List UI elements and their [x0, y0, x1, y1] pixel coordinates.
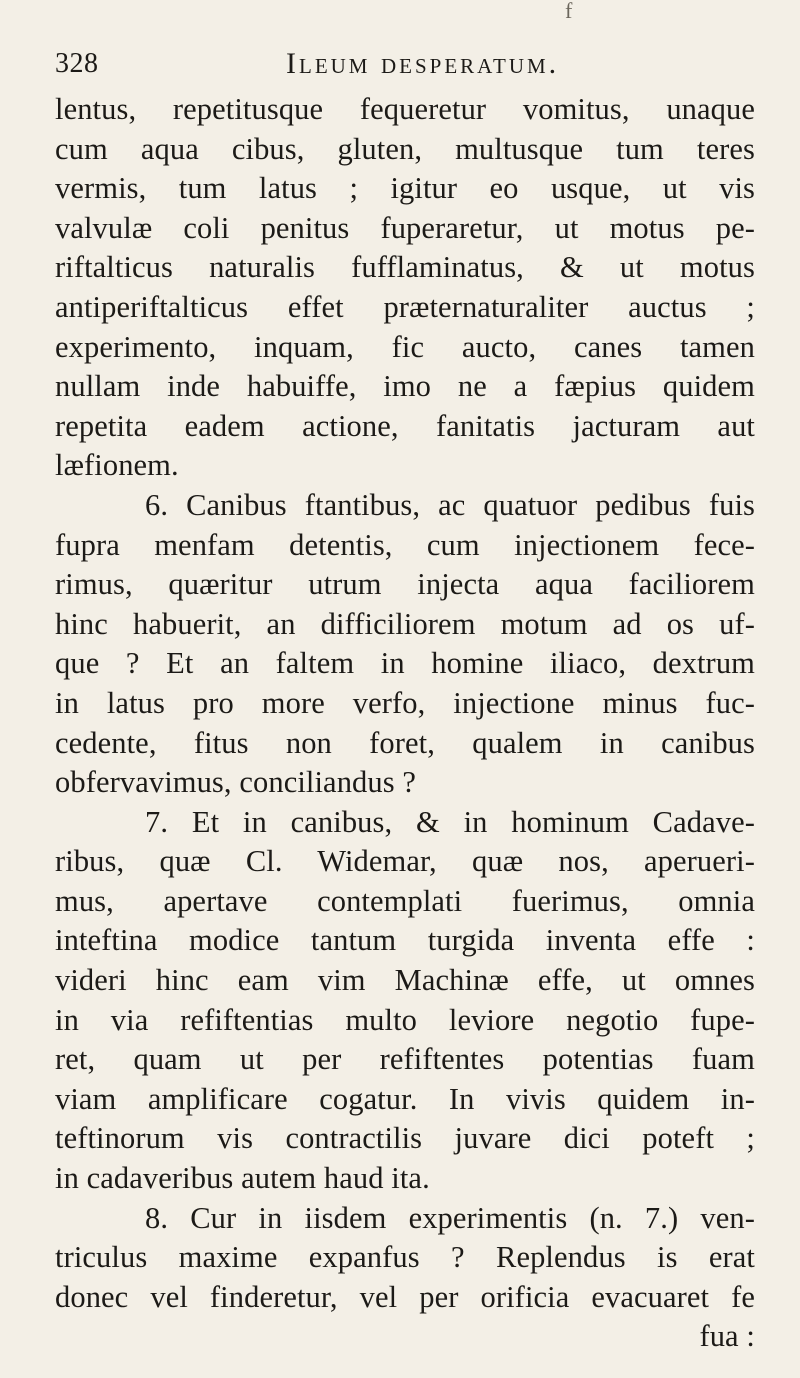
- catchword: fua :: [699, 1319, 755, 1354]
- text-line: que ? Et an faltem in homine iliaco, dextrum: [55, 646, 755, 681]
- text-line: læfionem.: [55, 448, 179, 483]
- text-line: in cadaveribus autem haud ita.: [55, 1161, 430, 1196]
- text-line: rimus, quæritur utrum injecta aqua faciliorem: [55, 567, 755, 602]
- text-line: riftalticus naturalis fufflaminatus, & ut motus: [55, 250, 755, 285]
- text-line: lentus, repetitusque fequeretur vomitus, unaque: [55, 92, 755, 126]
- text-line: repetita eadem actione, fanitatis jacturam aut: [55, 408, 755, 443]
- text-line: fupra menfam detentis, cum injectionem fece-: [55, 527, 755, 562]
- text-line: cum aqua cibus, gluten, multusque tum teres: [55, 131, 755, 166]
- text-line: vermis, tum latus ; igitur eo usque, ut vis: [55, 171, 755, 206]
- text-line: nullam inde habuiffe, imo ne a fæpius quidem: [55, 369, 755, 404]
- text-line: donec vel finderetur, vel per orificia evacuaret fe: [55, 1279, 755, 1314]
- text-line: teftinorum vis contractilis juvare dici poteft ;: [55, 1121, 755, 1156]
- text-line: mus, apertave contemplati fuerimus, omnia: [55, 883, 755, 918]
- running-title: Ileum desperatum.: [286, 47, 560, 80]
- text-line: in latus pro more verfo, injectione minus fuc-: [55, 685, 755, 720]
- text-line: obfervavimus, conciliandus ?: [55, 765, 417, 800]
- text-line: experimento, inquam, fic aucto, canes tamen: [55, 329, 755, 364]
- running-head: [50, 44, 750, 84]
- text-line: viam amplificare cogatur. In vivis quidem in-: [55, 1081, 755, 1116]
- text-line: antiperiftalticus effet præternaturaliter auctus ;: [55, 289, 755, 324]
- text-body: [55, 90, 755, 1357]
- text-line: hinc habuerit, an difficiliorem motum ad os uf-: [55, 606, 755, 641]
- text-line: ribus, quæ Cl. Widemar, quæ nos, aperueri-: [55, 844, 755, 879]
- text-line: triculus maxime expanfus ? Replendus is erat: [55, 1240, 755, 1275]
- margin-mark: f: [565, 0, 573, 23]
- text-line: cedente, fitus non foret, qualem in canibus: [55, 725, 755, 760]
- text-line: valvulæ coli penitus fuperaretur, ut motus pe-: [55, 210, 755, 245]
- text-line: videri hinc eam vim Machinæ effe, ut omnes: [55, 963, 755, 998]
- paragraph-7-start: 7. Et in canibus, & in hominum Cadave-: [145, 804, 755, 839]
- text-line: in via refiftentias multo leviore negotio fupe-: [55, 1002, 755, 1037]
- text-line: ret, quam ut per refiftentes potentias fuam: [55, 1042, 755, 1077]
- paragraph-8-start: 8. Cur in iisdem experimentis (n. 7.) ven-: [145, 1200, 755, 1235]
- text-line: inteftina modice tantum turgida inventa effe :: [55, 923, 755, 958]
- paragraph-6-start: 6. Canibus ftantibus, ac quatuor pedibus fuis: [145, 487, 755, 522]
- page-number: 328: [55, 48, 99, 79]
